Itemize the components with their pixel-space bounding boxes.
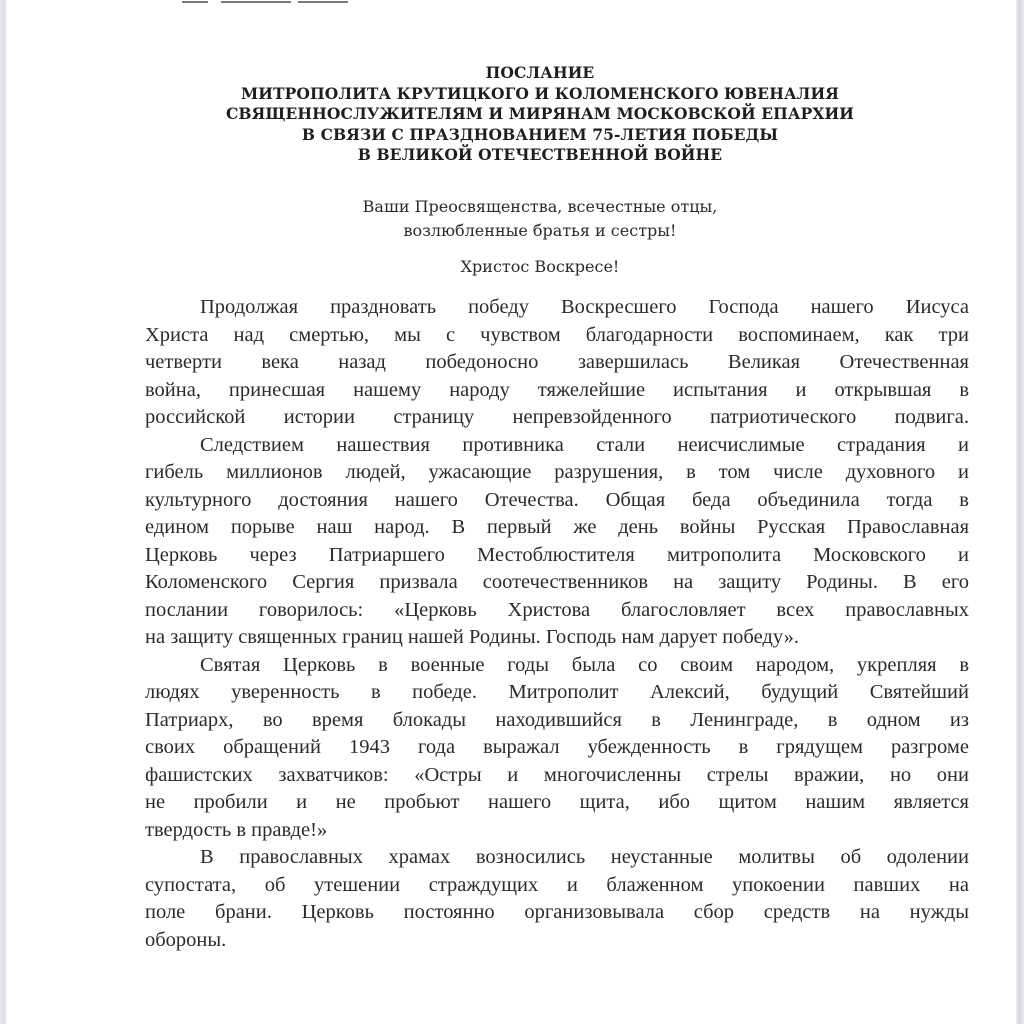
- text-line: Следствием нашествия противника стали неисчислимые страдания и: [200, 433, 969, 456]
- text-line: едином порыве наш народ. В первый же день войны Русская Православная: [145, 516, 969, 538]
- title-line: В ВЕЛИКОЙ ОТЕЧЕСТВЕННОЙ ВОЙНЕ: [357, 145, 723, 164]
- text-line: Коломенского Сергия призвала соотечественников на защиту Родины. В его: [145, 571, 969, 593]
- text-line: фашистских захватчиков: «Остры и многочисленны стрелы вражии, но они: [145, 763, 969, 786]
- document-body: [145, 294, 969, 954]
- title-line: МИТРОПОЛИТА КРУТИЦКОГО И КОЛОМЕНСКОГО ЮВЕНАЛИЯ: [241, 83, 839, 103]
- text-line: людях уверенность в победе. Митрополит Алексий, будущий Святейший: [145, 681, 969, 703]
- paragraph-4: [145, 844, 969, 954]
- salutation-line: Ваши Преосвященства, всечестные отцы,: [362, 197, 718, 216]
- top-underline-strokes: [160, 0, 400, 4]
- text-line: поле брани. Церковь постоянно организовывала сбор средств на нужды: [145, 901, 969, 923]
- text-line: Патриарх, во время блокады находившийся в Ленинграде, в одном из: [145, 708, 969, 731]
- underline-stroke: [182, 1, 208, 3]
- text-line: своих обращений 1943 года выражал убежденность в грядущем разгроме: [145, 736, 969, 758]
- text-line: супостата, об утешении страждущих и блаженном упокоении павших на: [145, 873, 969, 896]
- text-line: война, принесшая нашему народу тяжелейшие испытания и открывшая в: [145, 378, 969, 401]
- text-line: Церковь через Патриаршего Местоблюстителя митрополита Московского и: [145, 543, 969, 566]
- easter-greeting: Христос Воскресе!: [460, 257, 620, 276]
- paragraph-1: [145, 294, 969, 432]
- underline-stroke: [298, 1, 348, 3]
- text-line: послании говорилось: «Церковь Христова благословляет всех православных: [145, 598, 969, 621]
- text-line: обороны.: [145, 928, 227, 951]
- title-line: В СВЯЗИ С ПРАЗДНОВАНИЕМ 75-ЛЕТИЯ ПОБЕДЫ: [301, 124, 779, 144]
- underline-stroke: [221, 1, 291, 3]
- paragraph-2: [145, 432, 969, 652]
- text-line: твердость в правде!»: [145, 818, 328, 841]
- title-line: СВЯЩЕННОСЛУЖИТЕЛЯМ И МИРЯНАМ МОСКОВСКОЙ ЕПАРХИИ: [225, 104, 855, 123]
- text-line: Святая Церковь в военные годы была со своим народом, укрепляя в: [200, 653, 969, 676]
- page-right-edge: [1016, 0, 1024, 1024]
- title-line: ПОСЛАНИЕ: [485, 63, 595, 82]
- text-line: не пробили и не пробьют нашего щита, ибо щитом нашим является: [145, 791, 969, 813]
- text-line: Христа над смертью, мы с чувством благодарности воспоминаем, как три: [145, 323, 969, 346]
- salutation-line: возлюбленные братья и сестры!: [403, 221, 677, 240]
- text-line: гибель миллионов людей, ужасающие разрушения, в том числе духовного и: [145, 461, 969, 483]
- text-line: четверти века назад победоносно завершилась Великая Отечественная: [145, 351, 969, 373]
- page-left-edge: [0, 0, 7, 1024]
- text-line: В православных храмах возносились неустанные молитвы об одолении: [200, 846, 969, 868]
- text-line: Продолжая праздновать победу Воскресшего Господа нашего Иисуса: [200, 296, 969, 318]
- salutation: [180, 195, 900, 243]
- text-line: культурного достояния нашего Отечества. Общая беда объединила тогда в: [145, 488, 969, 511]
- paragraph-3: [145, 652, 969, 845]
- text-line: на защиту священных границ нашей Родины. Господь нам дарует победу».: [145, 626, 799, 648]
- text-line: российской истории страницу непревзойденного патриотического подвига.: [145, 406, 969, 428]
- document-title: [180, 63, 900, 166]
